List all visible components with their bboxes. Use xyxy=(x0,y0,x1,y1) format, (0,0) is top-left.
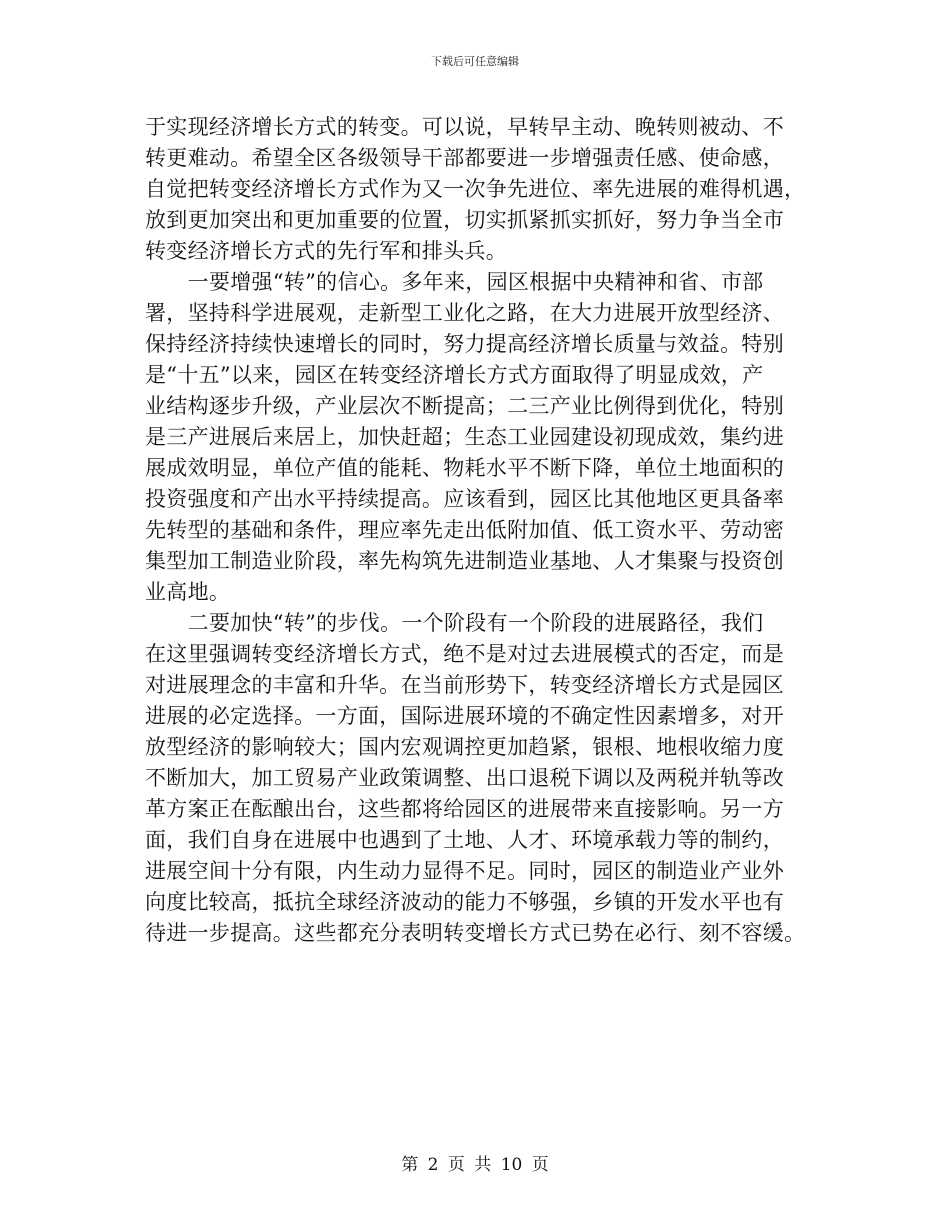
text-line: 投资强度和产出水平持续提高。应该看到，园区比其他地区更具备率 xyxy=(145,487,784,511)
text-line: 展成效明显，单位产值的能耗、物耗水平不断下降，单位土地面积的 xyxy=(145,456,784,480)
text-line: 放型经济的影响较大；国内宏观调控更加趋紧，银根、地根收缩力度 xyxy=(145,735,784,759)
text-line: 待进一步提高。这些都充分表明转变增长方式已势在必行、刻不容缓。 xyxy=(145,921,806,945)
text-line: 面，我们自身在进展中也遇到了土地、人才、环境承载力等的制约， xyxy=(145,828,784,852)
text-line: 革方案正在酝酿出台，这些都将给园区的进展带来直接影响。另一方 xyxy=(145,797,784,821)
page-header-note: 下载后可任意编辑 xyxy=(431,55,519,68)
text-line: 进展的必定选择。一方面，国际进展环境的不确定性因素增多，对开 xyxy=(145,704,784,728)
text-line: 先转型的基础和条件，理应率先走出低附加值、低工资水平、劳动密 xyxy=(145,518,784,542)
text-line: 进展空间十分有限，内生动力显得不足。同时，园区的制造业产业外 xyxy=(145,859,784,883)
text-line: 集型加工制造业阶段，率先构筑先进制造业基地、人才集聚与投资创 xyxy=(145,549,784,573)
body-text xyxy=(145,112,805,949)
text-line: 在这里强调转变经济增长方式，绝不是对过去进展模式的否定，而是 xyxy=(145,642,784,666)
text-line: 署，坚持科学进展观，走新型工业化之路，在大力进展开放型经济、 xyxy=(145,301,784,325)
text-line: 自觉把转变经济增长方式作为又一次争先进位、率先进展的难得机遇， xyxy=(145,177,806,201)
text-line: 不断加大，加工贸易产业政策调整、出口退税下调以及两税并轨等改 xyxy=(145,766,784,790)
text-line: 是三产进展后来居上，加快赶超；生态工业园建设初现成效，集约进 xyxy=(145,425,784,449)
text-line: 一要增强“转”的信心。多年来，园区根据中央精神和省、市部 xyxy=(145,270,764,294)
text-line: 二要加快“转”的步伐。一个阶段有一个阶段的进展路径，我们 xyxy=(145,611,764,635)
text-line: 向度比较高，抵抗全球经济波动的能力不够强，乡镇的开发水平也有 xyxy=(145,890,784,914)
text-line: 业结构逐步升级，产业层次不断提高；二三产业比例得到优化，特别 xyxy=(145,394,784,418)
page-number: 第 2 页 共 10 页 xyxy=(401,1155,549,1175)
text-line: 保持经济持续快速增长的同时，努力提高经济增长质量与效益。特别 xyxy=(145,332,784,356)
text-line: 是“十五”以来，园区在转变经济增长方式方面取得了明显成效，产 xyxy=(145,363,764,387)
text-line: 对进展理念的丰富和升华。在当前形势下，转变经济增长方式是园区 xyxy=(145,673,784,697)
text-line: 业高地。 xyxy=(145,580,231,604)
text-line: 于实现经济增长方式的转变。可以说，早转早主动、晚转则被动、不 xyxy=(145,115,784,139)
text-line: 放到更加突出和更加重要的位置，切实抓紧抓实抓好，努力争当全市 xyxy=(145,208,784,232)
text-line: 转更难动。希望全区各级领导干部都要进一步增强责任感、使命感， xyxy=(145,146,784,170)
text-line: 转变经济增长方式的先行军和排头兵。 xyxy=(145,239,508,263)
